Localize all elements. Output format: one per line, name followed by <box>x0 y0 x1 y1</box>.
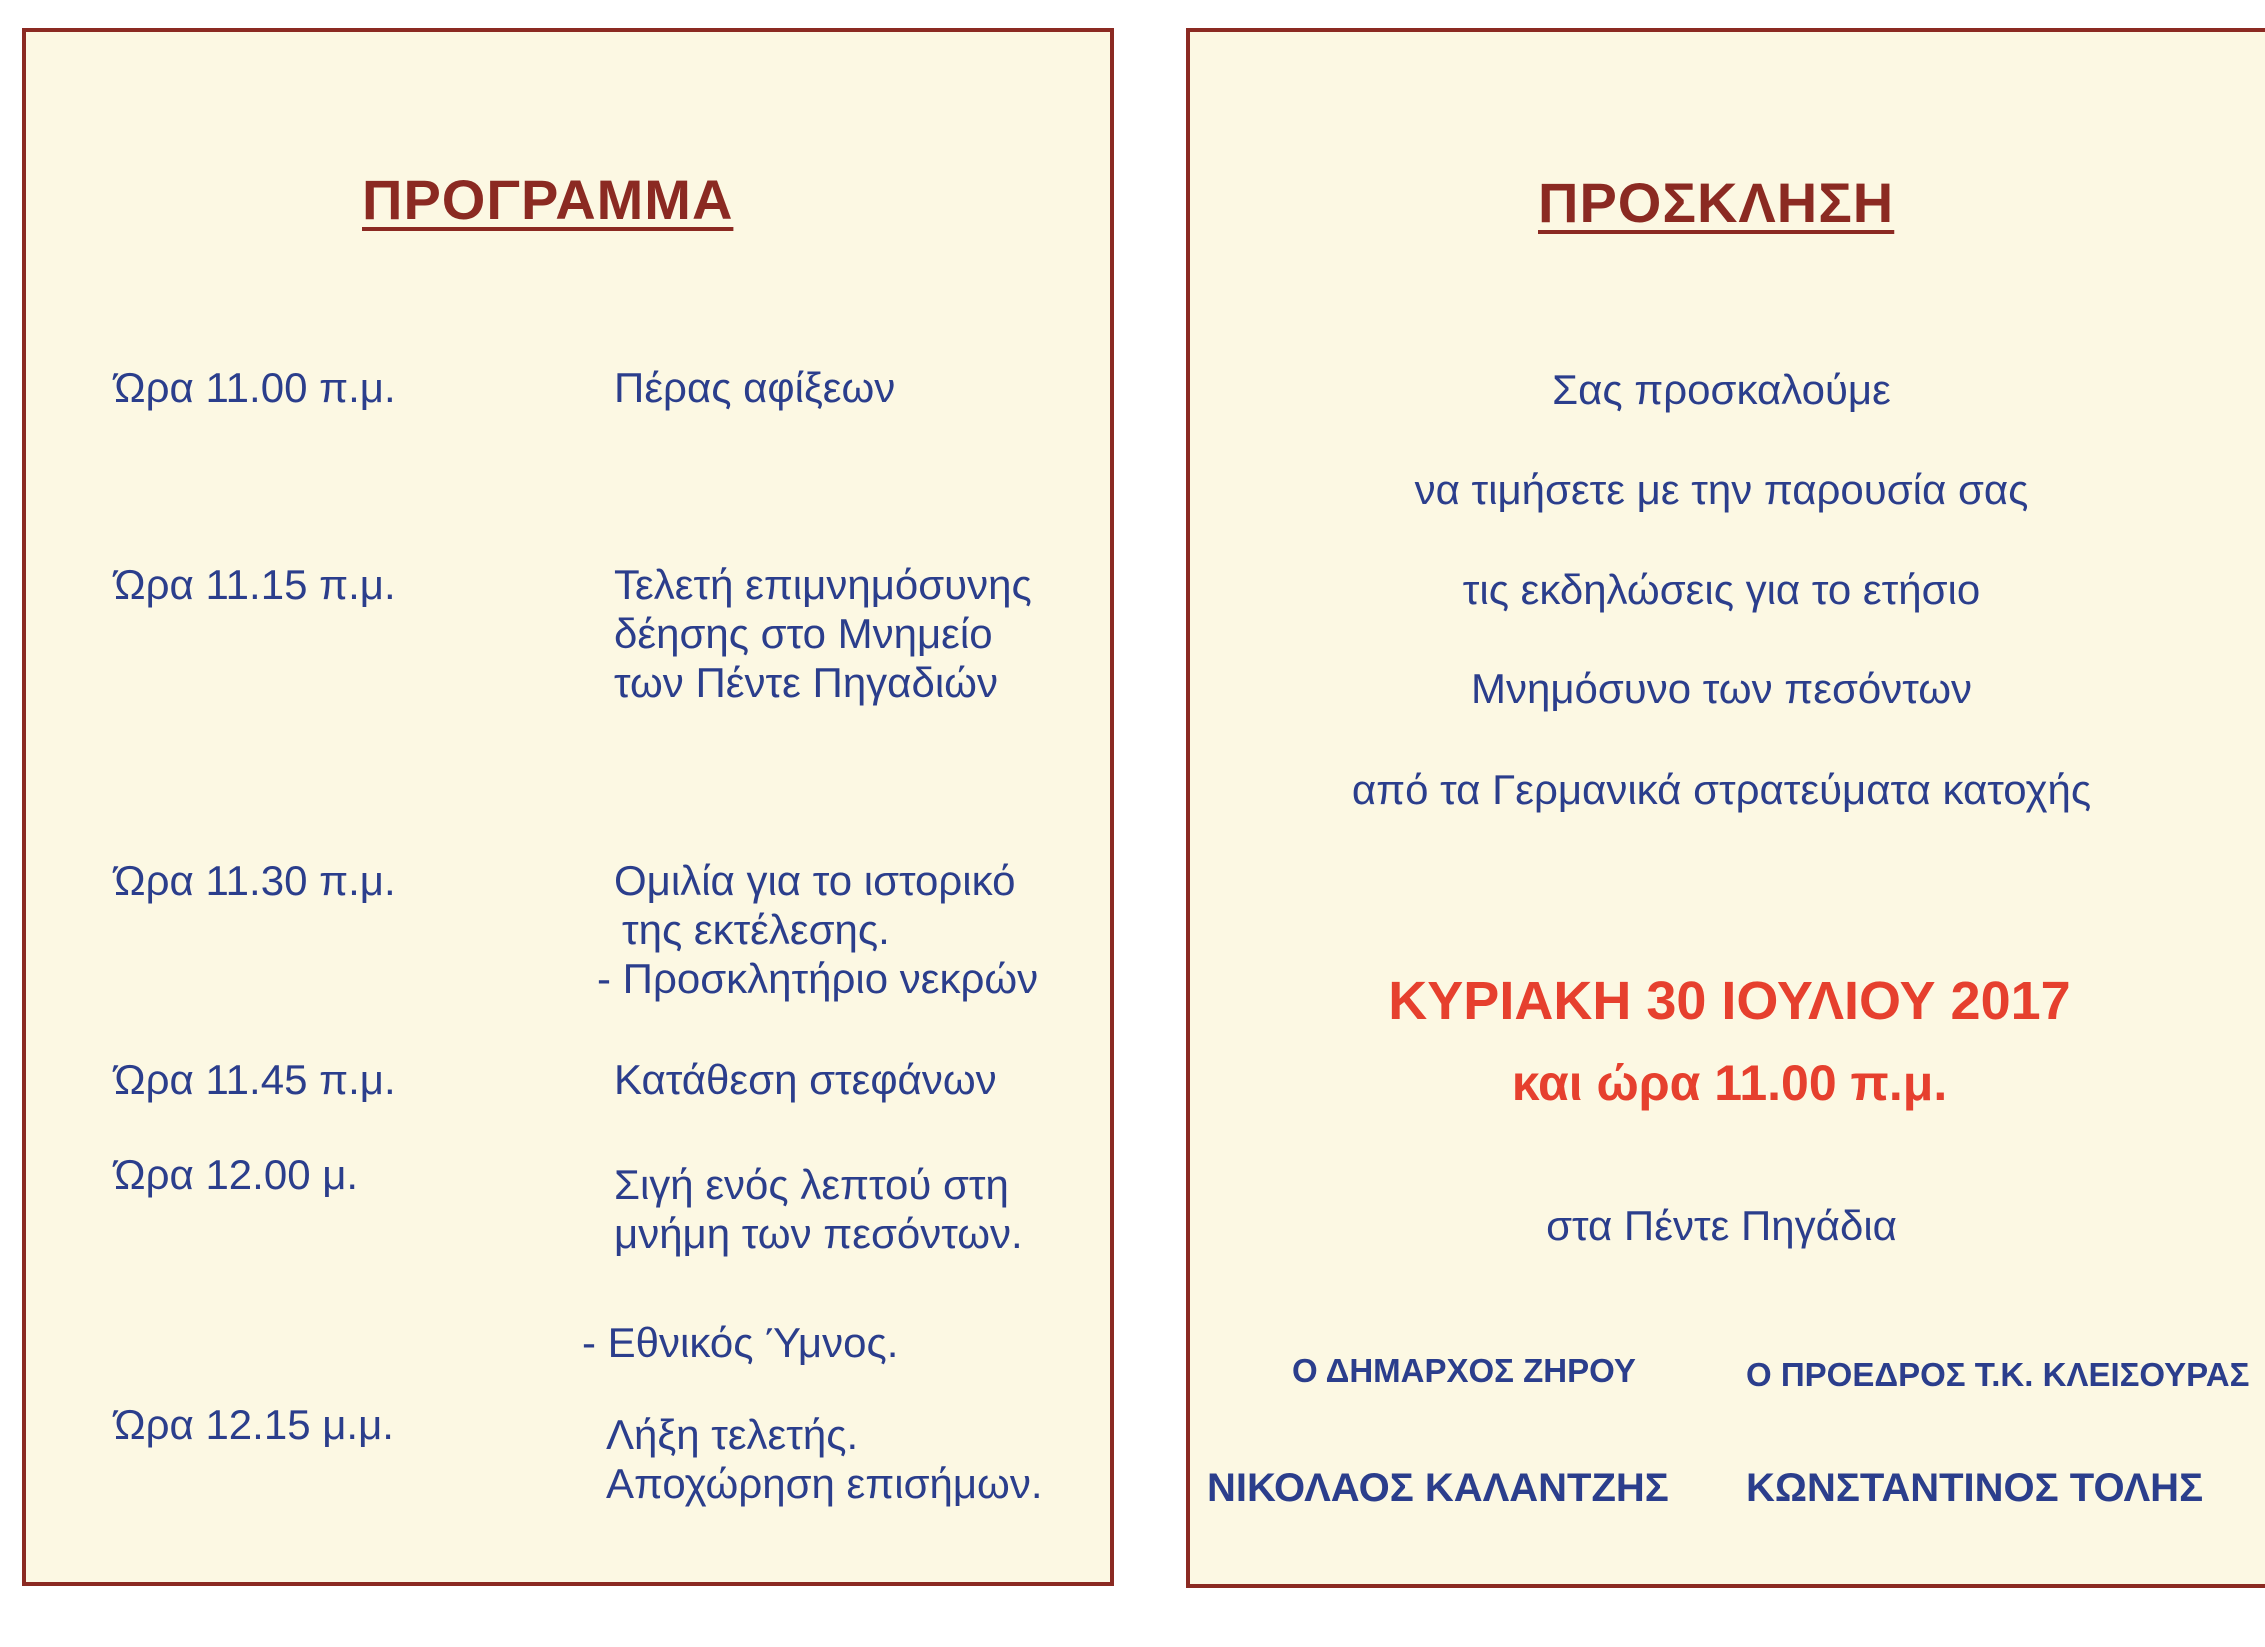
program-time: Ώρα 11.00 π.μ. <box>114 364 396 411</box>
program-event-line: της εκτέλεσης. <box>622 906 890 953</box>
program-time: Ώρα 12.00 μ. <box>114 1151 359 1198</box>
program-event-line: - Εθνικός Ύμνος. <box>582 1319 899 1366</box>
program-event-line: - Προσκλητήριο νεκρών <box>597 955 1039 1002</box>
program-time: Ώρα 12.15 μ.μ. <box>114 1401 394 1448</box>
program-event-line: Ομιλία για το ιστορικό <box>614 857 1016 904</box>
signatory-name-mayor: ΝΙΚΟΛΑΟΣ ΚΑΛΑΝΤΖΗΣ <box>1207 1466 1669 1510</box>
program-event-line: Πέρας αφίξεων <box>614 364 896 411</box>
program-event-line: Κατάθεση στεφάνων <box>614 1056 997 1103</box>
event-location: στα Πέντε Πηγάδια <box>1546 1202 1897 1249</box>
invitation-body-line: Μνημόσυνο των πεσόντων <box>1470 665 1973 712</box>
program-event-line: μνήμη των πεσόντων. <box>614 1210 1023 1257</box>
program-title: ΠΡΟΓΡΑΜΜΑ <box>362 168 734 231</box>
invitation-body-line: τις εκδηλώσεις για το ετήσιο <box>1462 566 1981 613</box>
signatory-name-president: ΚΩΝΣΤΑΝΤΙΝΟΣ ΤΟΛΗΣ <box>1746 1466 2204 1510</box>
program-time: Ώρα 11.30 π.μ. <box>114 857 396 904</box>
event-date: ΚΥΡΙΑΚΗ 30 ΙΟΥΛΙΟΥ 2017 <box>1388 971 2071 1031</box>
program-event-line: Αποχώρηση επισήμων. <box>606 1460 1043 1507</box>
program-time: Ώρα 11.15 π.μ. <box>114 561 396 608</box>
program-event-line: Σιγή ενός λεπτού στη <box>614 1161 1009 1208</box>
invitation-title: ΠΡΟΣΚΛΗΣΗ <box>1538 171 1895 234</box>
invitation-body-line: να τιμήσετε με την παρουσία σας <box>1414 466 2029 513</box>
program-event-line: των Πέντε Πηγαδιών <box>614 659 998 706</box>
invitation-panel <box>1186 28 2265 1588</box>
event-time: και ώρα 11.00 π.μ. <box>1511 1055 1948 1111</box>
invitation-body-line: Σας προσκαλούμε <box>1552 366 1891 413</box>
program-event-line: Τελετή επιμνημόσυνης <box>614 561 1032 608</box>
program-panel <box>22 28 1114 1586</box>
program-event-line: Λήξη τελετής. <box>606 1411 859 1458</box>
invitation-body-line: από τα Γερμανικά στρατεύματα κατοχής <box>1351 766 2092 813</box>
signatory-role-mayor: Ο ΔΗΜΑΡΧΟΣ ΖΗΡΟΥ <box>1292 1352 1636 1389</box>
signatory-role-president: Ο ΠΡΟΕΔΡΟΣ Τ.Κ. ΚΛΕΙΣΟΥΡΑΣ <box>1746 1356 2250 1393</box>
program-time: Ώρα 11.45 π.μ. <box>114 1056 396 1103</box>
program-event-line: δέησης στο Μνημείο <box>614 610 993 657</box>
